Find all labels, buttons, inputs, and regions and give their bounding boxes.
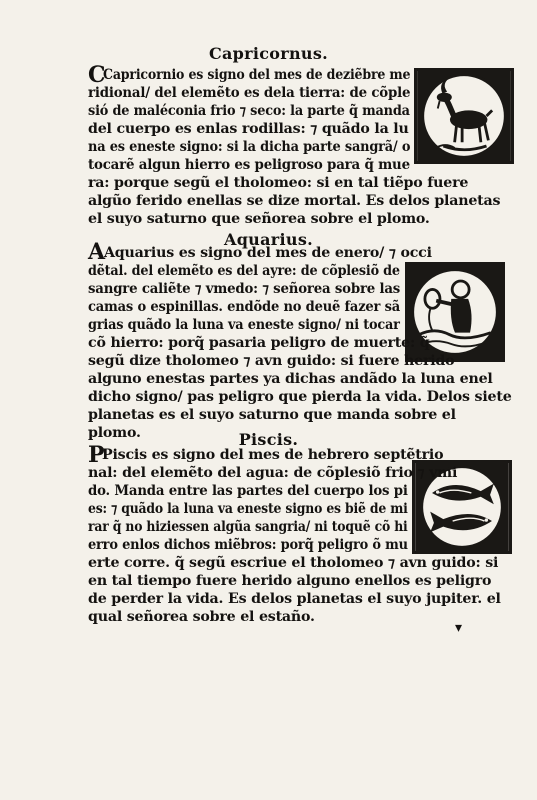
- capricornus-line-4: del cuerpo es enlas rodillas: ⁊ quãdo la lu: [88, 121, 409, 137]
- goat-woodcut-icon: [414, 68, 514, 164]
- piscis-line-1: Piscis es signo del mes de hebrero septẽtrio: [102, 447, 444, 463]
- piscis-line-3: do. Manda entre las partes del cuerpo los pi: [88, 483, 408, 499]
- piscis-line-5: rar q̃ no hiziessen algũa sangria/ ni toquẽ cõ hi: [88, 519, 408, 535]
- ornament-mark-icon: ▾: [455, 620, 463, 636]
- aquarius-line-7: segũ dize tholomeo ⁊ avn guido: si fuere herido alguno enestas partes ya dichas andãdo la luna enel dicho signo/ pas peligro que pierda la vida. Delos siete planetas es el suyo saturno que manda sobre el plomo.: [88, 353, 512, 441]
- capricornus-line-2: ridional/ del elemẽto es dela tierra: de cõple: [88, 85, 411, 101]
- aquarius-line-3: sangre caliẽte ⁊ vmedo: ⁊ señorea sobre las: [88, 281, 401, 297]
- capricornus-line-5: na es eneste signo: si la dicha parte sangrã/ o: [88, 139, 411, 155]
- piscis-line-2: nal: del elemẽto del agua: de cõplesiõ frio ⁊ vmi: [88, 465, 458, 481]
- aquarius-line-4: camas o espinillas. endõde no deuẽ fazer sã: [88, 299, 401, 315]
- piscis-line-4: es: ⁊ quãdo la luna va eneste signo es biẽ de mi: [88, 501, 408, 517]
- capricornus-line-1: Capricornio es signo del mes de deziẽbre me: [103, 67, 411, 83]
- section-title-aquarius: Aquarius.: [223, 230, 314, 249]
- section-title-piscis: Piscis.: [238, 430, 299, 449]
- capricornus-initial: C: [88, 62, 106, 88]
- aquarius-line-1: Aquarius es signo del mes de enero/ ⁊ occi: [104, 245, 432, 261]
- aquarius-line-6: cõ hierro: porq̃ pasaria peligro de muerte: q̃: [88, 335, 430, 351]
- capricornus-line-3: sió de maléconia frio ⁊ seco: la parte q̃ manda: [88, 103, 410, 119]
- capricornus-line-6: tocarẽ algun hierro es peligroso para q̃ mue: [88, 157, 410, 173]
- aquarius-line-5: grias quãdo la luna va eneste signo/ ni tocar: [88, 317, 400, 333]
- aquarius-initial: A: [88, 239, 106, 265]
- piscis-line-6: erro enlos dichos miẽbros: porq̃ peligro õ mu: [88, 537, 408, 553]
- aquarius-line-2: dẽtal. del elemẽto es del ayre: de cõplesiõ de: [88, 263, 400, 279]
- piscis-initial: P: [88, 442, 105, 468]
- capricornus-line-7: ra: porque segũ el tholomeo: si en tal tiẽpo fuere algũo ferido enellas se dize mortal. Es delos planetas el suyo saturno que señorea sobre el plomo.: [88, 175, 501, 227]
- section-title-capricornus: Capricornus.: [208, 44, 329, 63]
- piscis-line-7: erte corre. q̃ segũ escriue el tholomeo ⁊ avn guido: si en tal tiempo fuere herido alguno enellos es peligro de perder la vida. Es delos planetas el suyo jupiter. el qual señorea sobre el estaño.: [88, 555, 501, 625]
